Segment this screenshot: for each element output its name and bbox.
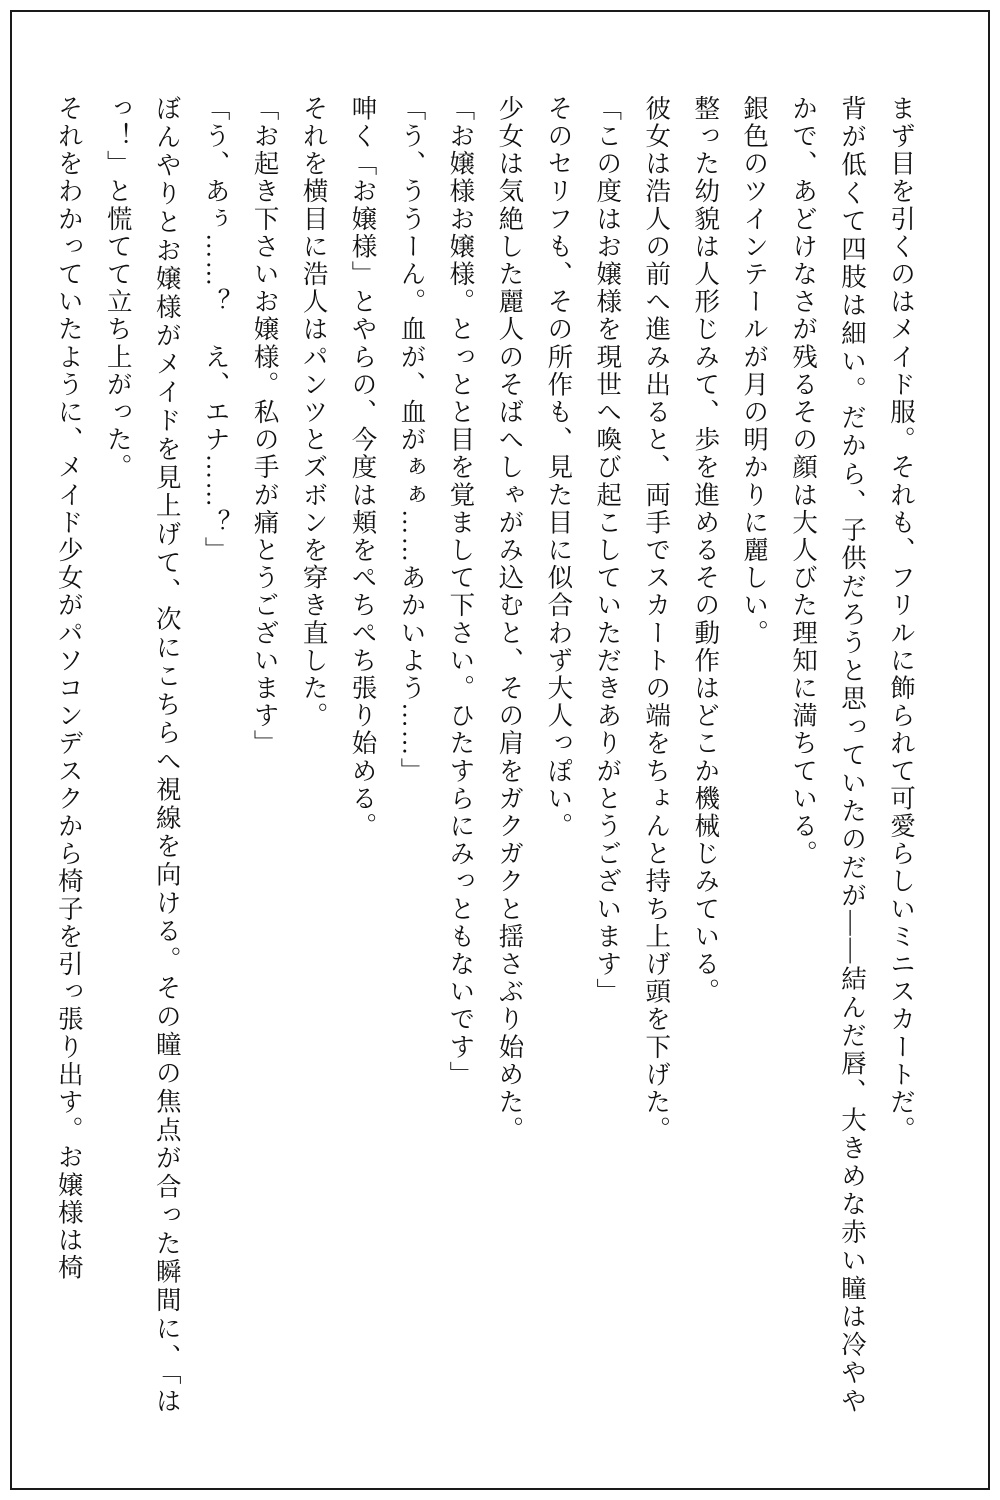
paragraph: 背が低くて四肢は細い。だから、子供だろうと思っていたのだが――結んだ唇、大きめな赤い瞳は冷ややかで、あどけなさが残るその顔は大人びた理知に満ちている。 <box>789 95 868 1415</box>
paragraph: それをわかっていたように、メイド少女がパソコンデスクから椅子を引っ張り出す。お嬢様は椅 <box>54 95 84 1282</box>
vertical-text-body <box>54 95 925 1415</box>
paragraph: 彼女は浩人の前へ進み出ると、両手でスカートの端をちょんと持ち上げ頭を下げた。 <box>642 95 672 1144</box>
dialogue-line: 「う、あぅ……？ え、エナ……？」 <box>201 95 231 565</box>
dialogue-line: 「この度はお嬢様を現世へ喚び起こしていただきありがとうございます」 <box>593 95 623 1006</box>
paragraph: ぼんやりとお嬢様がメイドを見上げて、次にこちらへ視線を向ける。その瞳の焦点が合った瞬間に、「はっ！」と慌てて立ち上がった。 <box>103 95 182 1415</box>
paragraph: そのセリフも、その所作も、見た目に似合わず大人っぽい。 <box>544 95 574 841</box>
paragraph: 整った幼貌は人形じみて、歩を進めるその動作はどこか機械じみている。 <box>691 95 721 1006</box>
dialogue-line: 「お起き下さいお嬢様。私の手が痛とうございます」 <box>250 95 280 758</box>
dialogue-line: 「う、ううーん。血が、血がぁぁ……あかいよう……」 <box>397 95 427 785</box>
paragraph: 銀色のツインテールが月の明かりに麗しい。 <box>740 95 770 647</box>
paragraph: 少女は気絶した麗人のそばへしゃがみ込むと、その肩をガクガクと揺さぶり始めた。 <box>495 95 525 1144</box>
paragraph: 呻く「お嬢様」とやらの、今度は頬をぺちぺち張り始める。 <box>348 95 378 841</box>
dialogue-line: 「お嬢様お嬢様。とっとと目を覚まして下さい。ひたすらにみっともないです」 <box>446 95 476 1089</box>
paragraph: それを横目に浩人はパンツとズボンを穿き直した。 <box>299 95 329 730</box>
paragraph: まず目を引くのはメイド服。それも、フリルに飾られて可愛らしいミニスカートだ。 <box>887 95 916 1144</box>
